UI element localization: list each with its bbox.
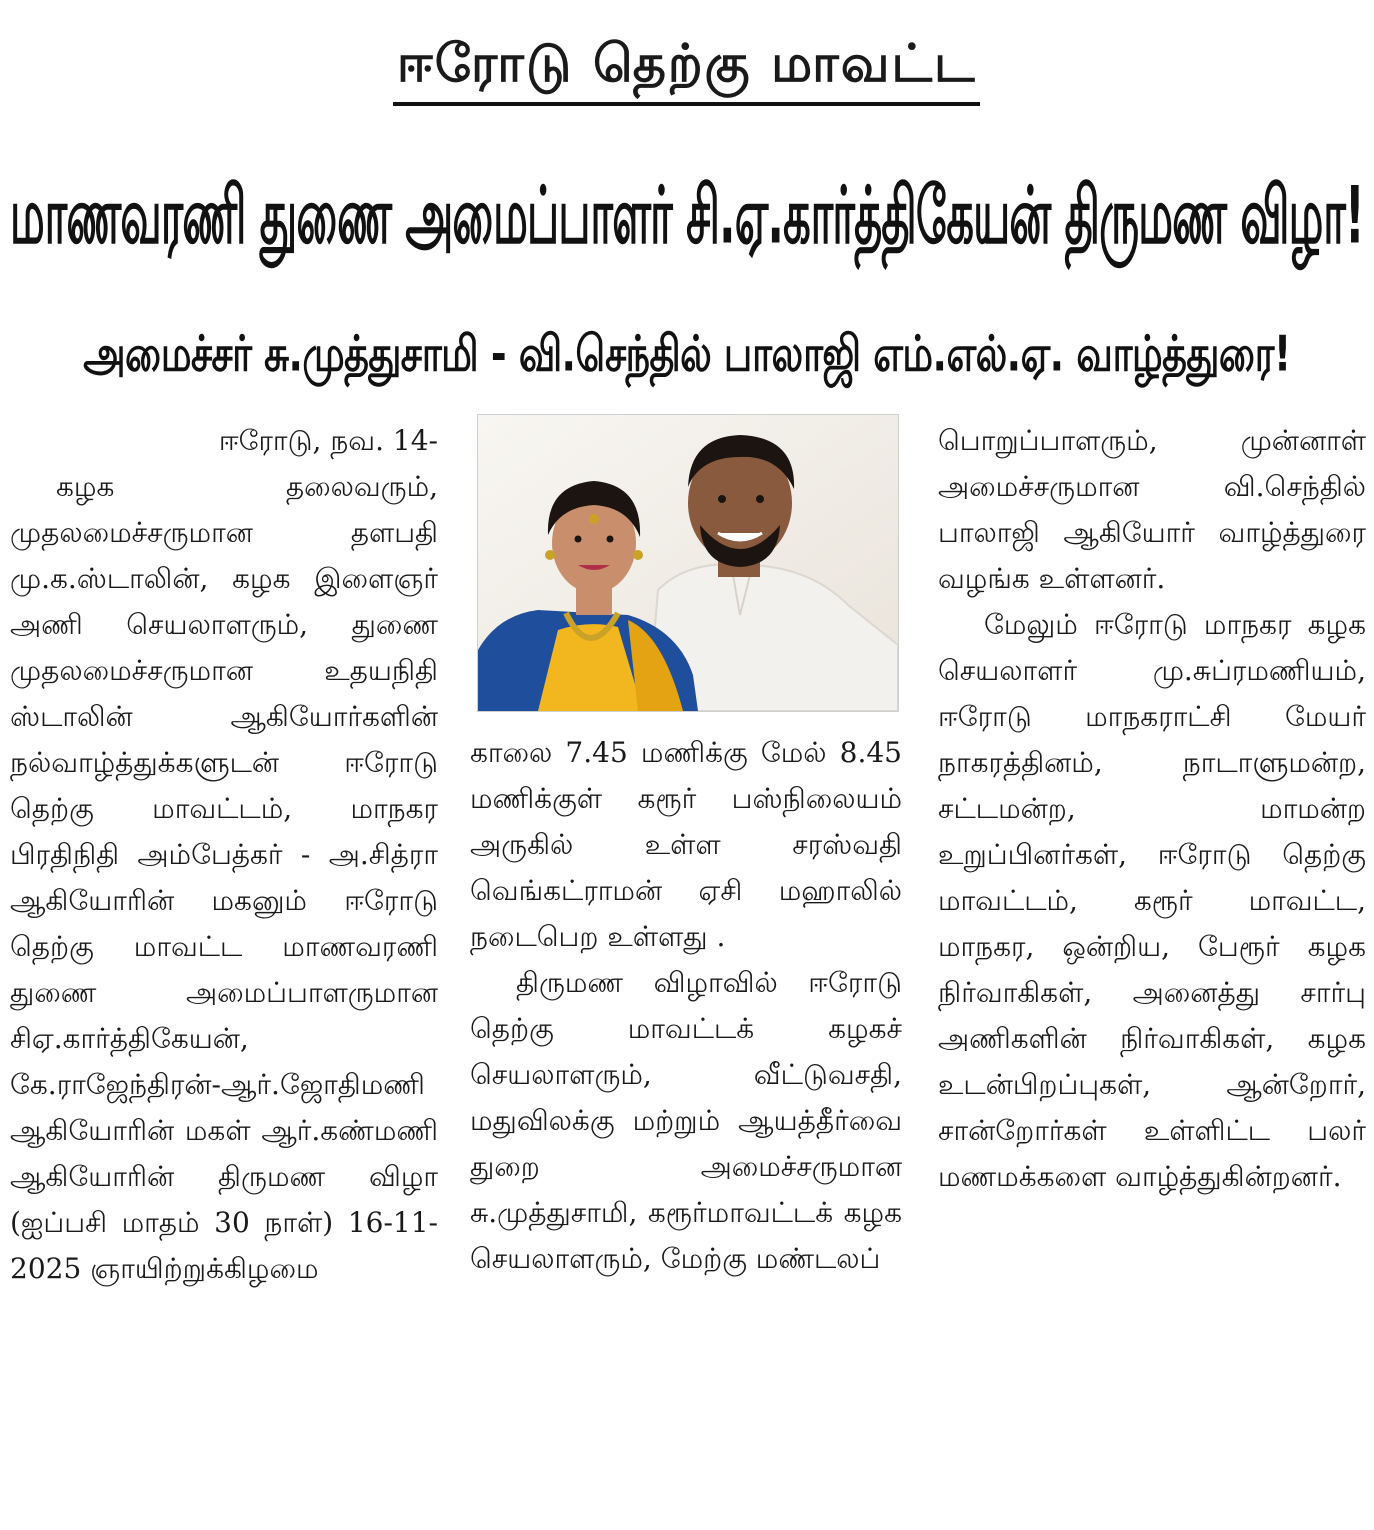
- dateline: ஈரோடு, நவ. 14-: [218, 424, 438, 457]
- article-column-right: [938, 418, 1366, 1518]
- section-kicker: [0, 30, 1374, 106]
- section-kicker-text: ஈரோடு தெற்கு மாவட்ட: [393, 30, 980, 106]
- article-paragraph: மேலும் ஈரோடு மாநகர கழக செயலாளர் மு.சுப்ரமணியம், ஈரோடு மாநகராட்சி மேயர் நாகரத்தினம், நாடாளுமன்ற, சட்டமன்ற, மாமன்ற உறுப்பினர்கள், ஈரோடு தெற்கு மாவட்டம், கரூர் மாவட்ட, மாநகர, ஒன்றிய, பேரூர் கழக நிர்வாகிகள், அனைத்து சார்பு அணிகளின் நிர்வாகிகள், கழக உடன்பிறப்புகள், ஆன்றோர், சான்றோர்கள் உள்ளிட்ட பலர் மணமக்களை வாழ்த்துகின்றனர்.: [938, 608, 1366, 1193]
- couple-photo: [477, 414, 899, 712]
- article-column-middle: [470, 730, 902, 1520]
- article-column-left: [10, 418, 438, 1518]
- article-paragraph: கழக தலைவரும், முதலமைச்சருமான தளபதி மு.க.ஸ்டாலின், கழக இளைஞர் அணி செயலாளரும், துணை முதலமைச்சருமான உதயநிதி ஸ்டாலின் ஆகியோர்களின் நல்வாழ்த்துக்களுடன் ஈரோடு தெற்கு மாவட்டம், மாநகர பிரதிநிதி அம்பேத்கர் - அ.சித்ரா ஆகியோரின் மகனும் ஈரோடு தெற்கு மாவட்ட மாணவரணி துணை அமைப்பாளருமான சிஏ.கார்த்திகேயன், கே.ராஜேந்திரன்-ஆர்.ஜோதிமணி ஆகியோரின் மகள் ஆர்.கண்மணி ஆகியோரின் திருமண விழா (ஐப்பசி மாதம் 30 நாள்) 16-11-2025 ஞாயிற்றுக்கிழமை: [10, 470, 438, 1285]
- article-paragraph: பொறுப்பாளரும், முன்னாள் அமைச்சருமான வி.செந்தில் பாலாஜி ஆகியோர் வாழ்த்துரை வழங்க உள்ளனர்.: [938, 424, 1366, 595]
- article-paragraph: திருமண விழாவில் ஈரோடு தெற்கு மாவட்டக் கழகச் செயலாளரும், வீட்டுவசதி, மதுவிலக்கு மற்றும் ஆயத்தீர்வை துறை அமைச்சருமான சு.முத்துசாமி, கரூர்மாவட்டக் கழக செயலாளரும், மேற்கு மண்டலப்: [470, 966, 902, 1275]
- article-paragraph: காலை 7.45 மணிக்கு மேல் 8.45 மணிக்குள் கரூர் பஸ்நிலையம் அருகில் உள்ள சரஸ்வதி வெங்கட்ராமன் ஏசி மஹாலில் நடைபெற உள்ளது .: [470, 736, 902, 953]
- subheadline: அமைச்சர் சு.முத்துசாமி - வி.செந்தில் பாலாஜி எம்.எல்.ஏ. வாழ்த்துரை!: [83, 324, 1291, 383]
- couple-photo-illustration: [478, 415, 898, 711]
- headline: மாணவரணி துணை அமைப்பாளர் சி.ஏ.கார்த்திகேயன் திருமண விழா!: [10, 169, 1364, 262]
